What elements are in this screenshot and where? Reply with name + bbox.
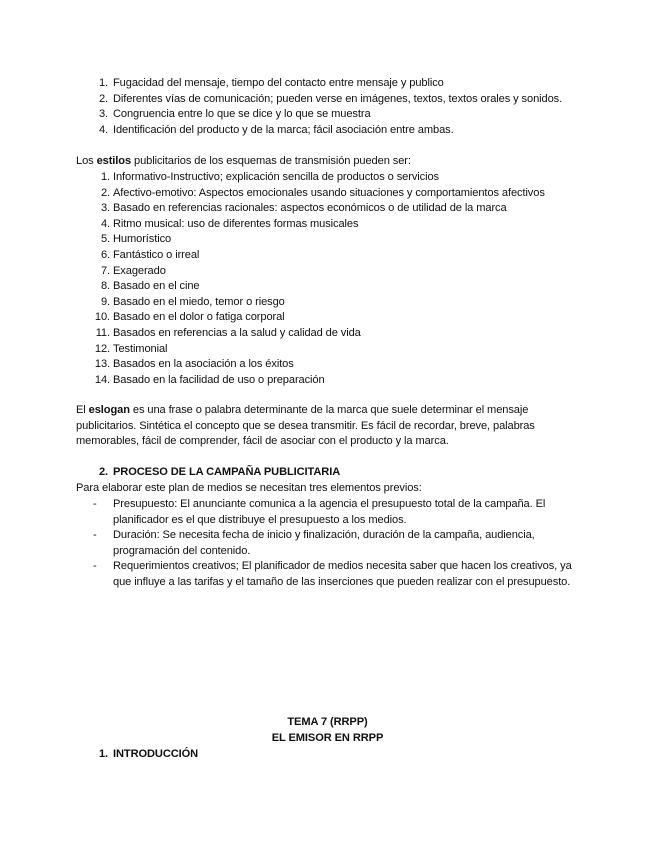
list-item: 13. Basados en la asociación a los éxitos [94, 358, 294, 371]
list-item: 5. Humorístico [100, 233, 172, 246]
list-item: - Requerimientos creativos; El planificador de medios necesita saber que hacen los creativos, ya que influye a las tarifas y el tamaño de las inserciones que pueden realizar con el presupuesto. [93, 560, 572, 588]
section-intro: Para elaborar este plan de medios se necesitan tres elementos previos: [76, 482, 422, 494]
list-item: 11. Basados en referencias a la salud y calidad de vida [95, 326, 361, 339]
list-item: 1. Informativo-Instructivo; explicación sencilla de productos o servicios [100, 171, 439, 183]
list-item: 3. Basado en referencias racionales: aspectos económicos o de utilidad de la marca [100, 202, 507, 215]
list-item: 6. Fantástico o irreal [100, 248, 200, 261]
styles-list [0, 170, 655, 388]
list-item: - Duración: Se necesita fecha de inicio y finalización, duración de la campaña, audiencia, programación del contenido. [93, 529, 535, 557]
list-item: 12. Testimonial [94, 342, 168, 355]
list-item: 10. Basado en el dolor o fatiga corporal [94, 311, 285, 324]
chapter-title: TEMA 7 (RRPP) [287, 716, 368, 728]
slogan-paragraph: El eslogan es una frase o palabra determinante de la marca que suele determinar el mensaje publicitarios. Sintética el concepto que se desea transmitir. Es fácil de recordar, breve, palabras memorables, fácil de comprender, fácil de asociar con el producto y la marca. [76, 404, 535, 448]
chapter-subtitle: EL EMISOR EN RRPP [271, 732, 384, 744]
requirements-list [0, 497, 655, 591]
styles-intro: Los estilos publicitarios de los esquemas de transmisión pueden ser: [76, 155, 411, 167]
list-item: 14. Basado en la facilidad de uso o preparación [94, 373, 325, 386]
list-item: 2. Afectivo-emotivo: Aspectos emocionales usando situaciones y comportamientos afectivos [100, 186, 545, 199]
document-page: 1. Fugacidad del mensaje, tiempo del contacto entre mensaje y publico 2. Diferentes vías de comunicación; pueden verse en imágenes, textos, textos orales y sonidos. 3. Congruencia entre lo que se dice y lo que se muestra 4. Identificación del producto y de la marca; fácil asociación entre ambas. Los estilos publicitarios de los esquemas de transmisión pueden ser: 1. Informativo-Instructivo; explicación sencilla de productos o servicios 2. Afectivo-emotivo: Aspectos emocionales usando situaciones y comportamientos afectivos 3. Basado en referencias racionales: aspectos económicos o de utilidad de la marca 4. Ritmo musical: uso de diferentes formas musicales 5. Humorístico 6. Fantástico o irreal 7. Exagerado 8. Basado en el cine 9. Basado en el miedo, temor o riesgo 10. Basado en el dolor o fatiga corporal 11. Basados en referencias a la salud y calidad de vida 12. Testimonial 13. Basados en la asociación a los éxitos 14. Basado en la facilidad de uso o preparación El eslogan es una frase o palabra determinante de la marca que suele determinar el mensaje publicitarios. Sintética el concepto que se desea transmitir. Es fácil de recordar, breve, palabras memorables, fácil de comprender, fácil de asociar con el producto y la marca. 2. PROCESO DE LA CAMPAÑA PUBLICITARIA Para elaborar este plan de medios se necesitan tres elementos previos: - Presupuesto: El anunciante comunica a la agencia el presupuesto total de la campaña. El planificador es el que distribuye el presupuesto a los medios. - Duración: Se necesita fecha de inicio y finalización, duración de la campaña, audiencia, programación del contenido. - Requerimientos creativos; El planificador de medios necesita saber que hacen los creativos, ya que influye a las tarifas y el tamaño de las inserciones que pueden realizar con el presupuesto. TEMA 7 (RRPP) EL EMISOR EN RRPP 1. INTRODUCCIÓN [0, 0, 655, 848]
list-item: - Presupuesto: El anunciante comunica a la agencia el presupuesto total de la campaña. El planificador es el que distribuye el presupuesto a los medios. [93, 498, 546, 526]
list-item: 3. Congruencia entre lo que se dice y lo que se muestra [98, 108, 371, 121]
list-item: 7. Exagerado [100, 264, 166, 277]
list-item: 2. Diferentes vías de comunicación; pueden verse en imágenes, textos, textos orales y sonidos. [98, 92, 563, 105]
list-item: 8. Basado en el cine [100, 280, 200, 293]
list-item: 4. Ritmo musical: uso de diferentes formas musicales [100, 217, 359, 230]
list-item: 1. Fugacidad del mensaje, tiempo del contacto entre mensaje y publico [98, 77, 444, 89]
features-list [0, 76, 655, 138]
list-item: 4. Identificación del producto y de la marca; fácil asociación entre ambas. [98, 123, 454, 136]
list-item: 9. Basado en el miedo, temor o riesgo [100, 295, 285, 308]
